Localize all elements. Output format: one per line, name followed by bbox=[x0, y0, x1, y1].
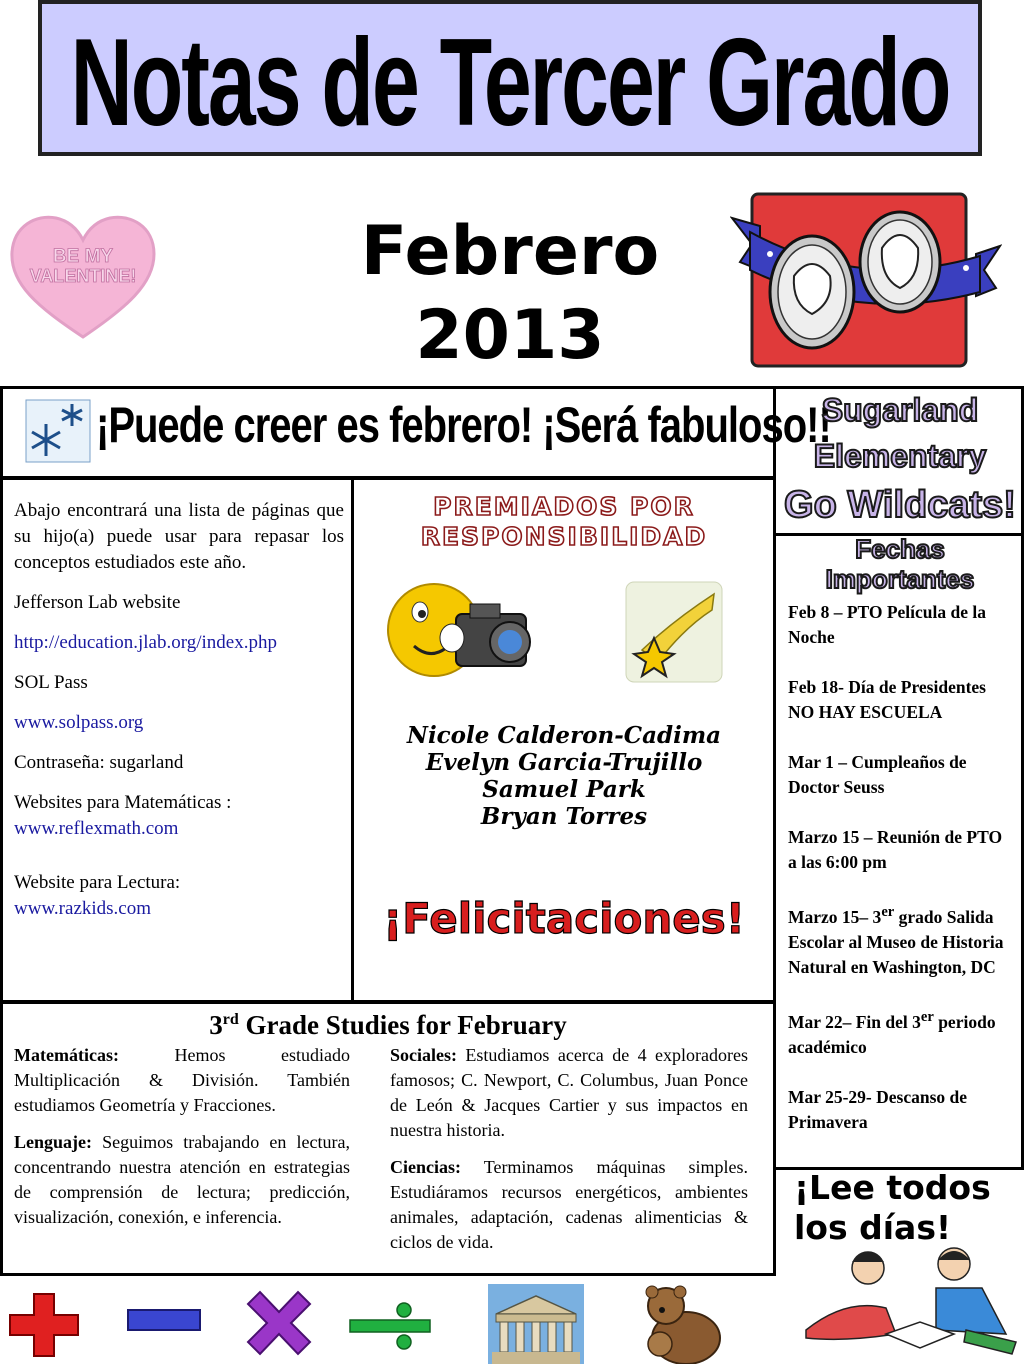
date-item-sup: er bbox=[920, 1008, 934, 1025]
date-item-text: periodo académico bbox=[788, 1011, 996, 1057]
winners-list bbox=[354, 722, 774, 830]
reading-websites-label: Website para Lectura: bbox=[14, 872, 181, 893]
social-study-text: Estudiamos acerca de 4 exploradores famosos; C. Newport, C. Columbus, Juan Ponce de León & Jacques Cartier y sus impactos en nuestra historia. bbox=[390, 1045, 748, 1140]
headline-text: ¡Puede creer es febrero! ¡Será fabuloso!! bbox=[96, 398, 831, 453]
read-every-day bbox=[794, 1168, 1024, 1248]
math-websites-label: Websites para Matemáticas : bbox=[14, 792, 232, 813]
title-banner bbox=[38, 0, 982, 156]
presidents-medallion-icon bbox=[730, 192, 1002, 368]
snowflake-icon bbox=[24, 396, 92, 466]
times-icon bbox=[244, 1290, 314, 1356]
studies-title bbox=[0, 1010, 776, 1041]
winner-name: Bryan Torres bbox=[480, 803, 648, 830]
science-study-text: Terminamos máquinas simples. Estudiáramos recursos energéticos, ambientes animales, adaptación, cadenas alimenticias & ciclos de vida. bbox=[390, 1157, 748, 1252]
shooting-star-icon bbox=[624, 580, 724, 684]
heart-text-line1: BE MY bbox=[52, 246, 114, 267]
solpass-label: SOL Pass bbox=[14, 672, 88, 693]
jlab-link[interactable]: http://education.jlab.org/index.php bbox=[14, 632, 277, 653]
date-item bbox=[788, 675, 1010, 725]
museum-icon bbox=[488, 1284, 584, 1364]
dates-title-line1: Fechas bbox=[855, 534, 945, 564]
divide-icon bbox=[348, 1302, 432, 1350]
language-study bbox=[14, 1130, 350, 1230]
camera-smiley-icon bbox=[386, 578, 546, 682]
solpass-link[interactable]: www.solpass.org bbox=[14, 712, 144, 733]
math-study-label: Matemáticas: bbox=[14, 1045, 119, 1065]
date-item-text: Mar 22– Fin del 3 bbox=[788, 1011, 921, 1032]
month-name: Febrero bbox=[360, 212, 660, 291]
date-item: Feb 8 – PTO Película de la Noche bbox=[788, 602, 987, 647]
school-motto: Go Wildcats! bbox=[784, 484, 1016, 526]
year: 2013 bbox=[415, 296, 605, 375]
winner-name: Nicole Calderon-Cadima bbox=[406, 722, 722, 749]
language-study-label: Lenguaje: bbox=[14, 1132, 92, 1152]
dates-title-line2: Importantes bbox=[825, 564, 975, 594]
bears-icon bbox=[640, 1284, 724, 1364]
minus-icon bbox=[126, 1308, 202, 1334]
studies-left-column bbox=[14, 1043, 350, 1242]
math-study bbox=[14, 1043, 350, 1118]
congratulations-text: ¡Felicitaciones! bbox=[383, 894, 745, 943]
date-item: Mar 25-29- Descanso de Primavera bbox=[788, 1086, 968, 1132]
jlab-label: Jefferson Lab website bbox=[14, 592, 181, 613]
awards-title bbox=[354, 492, 774, 552]
studies-title-text: Grade Studies for February bbox=[238, 1010, 567, 1040]
social-study-label: Sociales: bbox=[390, 1045, 457, 1065]
kids-reading-icon bbox=[786, 1238, 1024, 1362]
school-name-line2: Elementary bbox=[813, 438, 987, 474]
winner-name: Evelyn Garcia-Trujillo bbox=[425, 749, 703, 776]
winner-name: Samuel Park bbox=[482, 776, 646, 803]
math-websites bbox=[14, 790, 344, 842]
date-item-text: Feb 18- Día de Presidentes bbox=[788, 677, 986, 697]
reading-websites bbox=[14, 870, 344, 922]
date-item-text: grado Salida Escolar al Museo de Historia Natural en Washington, DC bbox=[788, 906, 1004, 977]
studies-title-suffix: rd bbox=[222, 1011, 239, 1028]
school-name-line1: Sugarland bbox=[821, 392, 979, 428]
dates-title bbox=[776, 534, 1024, 594]
studies-right-column bbox=[390, 1043, 748, 1267]
science-study bbox=[390, 1155, 748, 1255]
password-text: Contraseña: sugarland bbox=[14, 752, 184, 773]
month-heading bbox=[330, 210, 690, 378]
date-item bbox=[788, 900, 1010, 980]
resources-intro: Abajo encontrará una lista de páginas que su hijo(a) puede usar para repasar los conceptos estudiados este año. bbox=[14, 500, 344, 573]
read-line2: los días! bbox=[794, 1208, 952, 1247]
resources-list bbox=[14, 498, 344, 936]
math-study-text: Hemos estudiado Multiplicación & División. También estudiamos Geometría y Fracciones. bbox=[14, 1045, 350, 1115]
date-item bbox=[788, 1005, 1010, 1060]
reflexmath-link[interactable]: www.reflexmath.com bbox=[14, 818, 179, 839]
no-school-text: NO HAY ESCUELA bbox=[788, 702, 943, 722]
awards-title-line2: RESPONSIBILIDAD bbox=[420, 522, 708, 551]
heart-text-line2: VALENTINE! bbox=[29, 266, 137, 286]
science-study-label: Ciencias: bbox=[390, 1157, 461, 1177]
read-line1: ¡Lee todos bbox=[794, 1168, 991, 1207]
valentine-heart-icon bbox=[8, 212, 158, 342]
date-item-text: Marzo 15– 3 bbox=[788, 906, 882, 927]
language-study-text: Seguimos trabajando en lectura, concentrando nuestra atención en estrategias de comprensión de lectura; predicción, visualización, conexión, e inferencia. bbox=[14, 1132, 350, 1227]
awards-title-line1: PREMIADOS POR bbox=[433, 492, 695, 521]
important-dates-list bbox=[788, 600, 1010, 1160]
plus-icon bbox=[8, 1292, 80, 1358]
studies-title-number: 3 bbox=[209, 1010, 223, 1040]
date-item: Mar 1 – Cumpleaños de Doctor Seuss bbox=[788, 752, 967, 797]
social-study bbox=[390, 1043, 748, 1143]
date-item-sup: er bbox=[881, 904, 895, 920]
date-item: Marzo 15 – Reunión de PTO a las 6:00 pm bbox=[788, 827, 1003, 872]
page-title: Notas de Tercer Grado bbox=[70, 13, 950, 153]
razkids-link[interactable]: www.razkids.com bbox=[14, 898, 152, 919]
